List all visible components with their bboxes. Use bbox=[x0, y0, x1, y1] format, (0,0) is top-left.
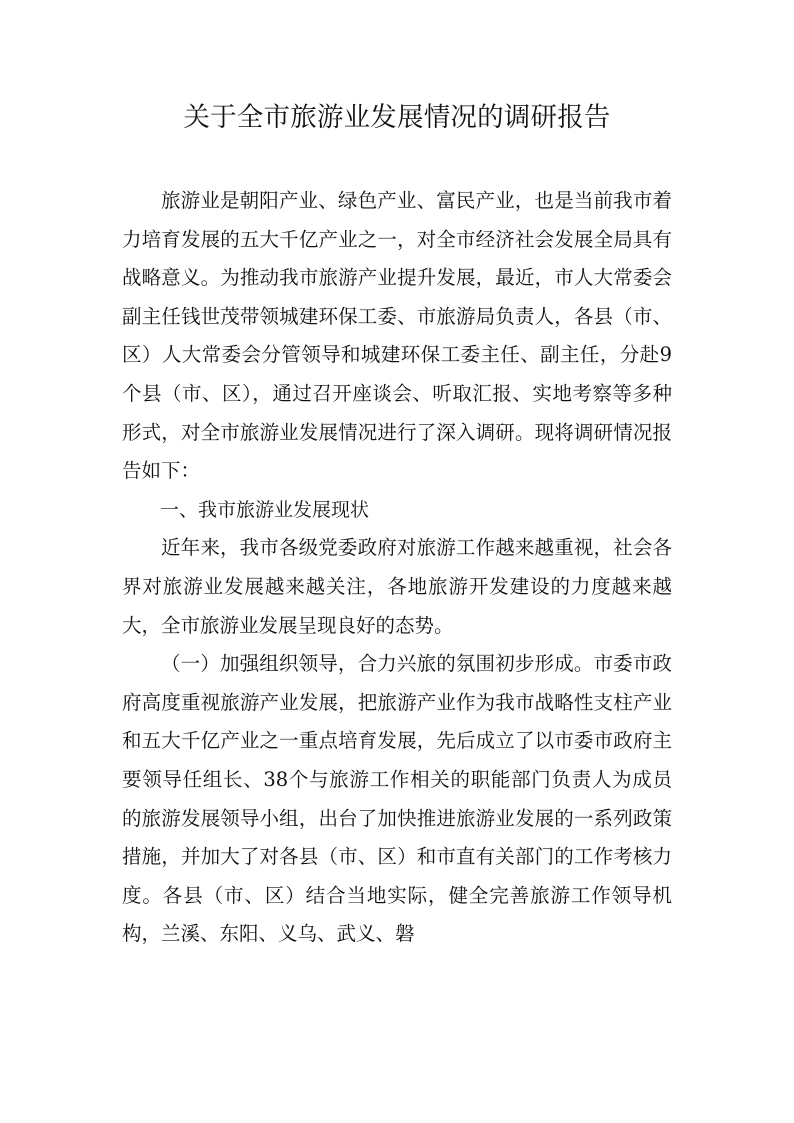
document-title: 关于全市旅游业发展情况的调研报告 bbox=[183, 102, 611, 133]
subsection-paragraph: （一）加强组织领导，合力兴旅的氛围初步形成。市委市政府高度重视旅游产业发展，把旅游产业作为我市战略性支柱产业和五大千亿产业之一重点培育发展，先后成立了以市委市政府主要领导任组长、38个与旅游工作相关的职能部门负责人为成员的旅游发展领导小组，出台了加快推进旅游业发展的一系列政策措施，并加大了对各县（市、区）和市直有关部门的工作考核力度。各县（市、区）结合当地实际，健全完善旅游工作领导机构，兰溪、东阳、义乌、武义、磐 bbox=[122, 652, 672, 946]
section-intro-paragraph: 近年来，我市各级党委政府对旅游工作越来越重视，社会各界对旅游业发展越来越关注，各地旅游开发建设的力度越来越大，全市旅游业发展呈现良好的态势。 bbox=[122, 536, 672, 637]
section-heading: 一、我市旅游业发展现状 bbox=[160, 498, 370, 521]
intro-paragraph: 旅游业是朝阳产业、绿色产业、富民产业，也是当前我市着力培育发展的五大千亿产业之一，对全市经济社会发展全局具有战略意义。为推动我市旅游产业提升发展，最近，市人大常委会副主任钱世茂带领城建环保工委、市旅游局负责人，各县（市、区）人大常委会分管领导和城建环保工委主任、副主任，分赴9个县（市、区），通过召开座谈会、听取汇报、实地考察等多种形式，对全市旅游业发展情况进行了深入调研。现将调研情况报告如下： bbox=[122, 189, 672, 483]
document-body bbox=[122, 182, 672, 954]
